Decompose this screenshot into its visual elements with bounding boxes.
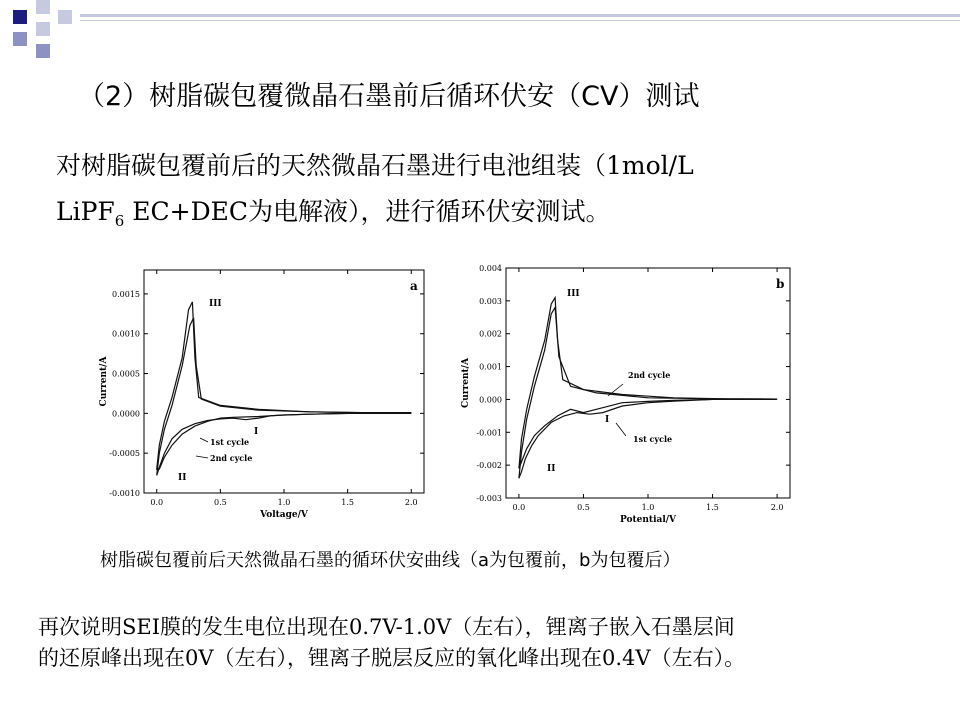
conclusion-line-2: 的还原峰出现在0V（左右），锂离子脱层反应的氧化峰出现在0.4V（左右）。 xyxy=(38,646,746,670)
x-tick-label: 1.0 xyxy=(277,498,291,507)
y-axis-label: Current/A xyxy=(461,358,471,408)
conclusion-paragraph xyxy=(38,612,943,674)
annotation-label: 2nd cycle xyxy=(210,453,253,463)
annotation-label: 1st cycle xyxy=(633,434,673,444)
x-tick-label: 1.0 xyxy=(641,503,655,512)
plot-frame xyxy=(144,270,424,493)
deco-square-mid xyxy=(13,32,27,46)
y-tick-label: 0.003 xyxy=(479,296,502,306)
annotation-pointer xyxy=(196,456,208,458)
deco-square-light xyxy=(36,0,50,14)
y-tick-label: -0.003 xyxy=(476,494,502,503)
y-tick-label: -0.0005 xyxy=(109,449,140,459)
x-tick-label: 2.0 xyxy=(404,498,418,507)
y-tick-label: 0.000 xyxy=(479,395,502,405)
deco-square-dark xyxy=(13,10,27,24)
conclusion-line-1: 再次说明SEI膜的发生电位出现在0.7V-1.0V（左右），锂离子嵌入石墨层间 xyxy=(38,615,735,639)
y-tick-label: -0.0010 xyxy=(109,489,140,498)
x-tick-label: 1.5 xyxy=(341,498,355,507)
annotation-label: 1st cycle xyxy=(210,437,250,447)
y-tick-label: 0.002 xyxy=(479,329,502,339)
x-axis-label: Voltage/V xyxy=(260,510,308,520)
annotation-label: III xyxy=(209,299,222,309)
intro-paragraph xyxy=(56,143,936,244)
x-axis-label: Potential/V xyxy=(619,515,677,525)
x-tick-label: 0.0 xyxy=(150,498,164,507)
cv-chart-b xyxy=(458,258,808,533)
intro-line-1: 对树脂碳包覆前后的天然微晶石墨进行电池组装（1mol/L xyxy=(56,151,694,180)
y-tick-label: 0.001 xyxy=(479,362,502,372)
panel-label: b xyxy=(776,277,785,291)
figure-caption: 树脂碳包覆前后天然微晶石墨的循环伏安曲线（a为包覆前，b为包覆后） xyxy=(100,550,681,571)
y-tick-label: 0.004 xyxy=(479,264,502,273)
header-rule xyxy=(80,14,960,17)
series-line-1 xyxy=(157,318,412,476)
deco-square-light xyxy=(58,10,72,24)
intro-line-2-text: EC+DEC为电解液），进行循环伏安测试。 xyxy=(124,197,611,226)
annotation-label: II xyxy=(178,473,187,483)
annotation-label: I xyxy=(254,427,259,437)
cv-chart-a xyxy=(96,262,436,532)
x-tick-label: 2.0 xyxy=(770,503,784,512)
annotation-pointer xyxy=(616,423,626,436)
y-tick-label: 0.0005 xyxy=(112,369,140,379)
slide-heading: （2）树脂碳包覆微晶石墨前后循环伏安（CV）测试 xyxy=(78,81,700,112)
panel-label: a xyxy=(410,279,418,293)
deco-square-mid xyxy=(36,44,50,58)
y-tick-label: -0.002 xyxy=(476,461,502,471)
y-tick-label: -0.001 xyxy=(476,428,502,438)
y-tick-label: 0.0000 xyxy=(112,409,140,419)
annotation-label: II xyxy=(547,464,556,474)
x-tick-label: 1.5 xyxy=(706,503,719,512)
x-tick-label: 0.5 xyxy=(213,498,227,507)
x-tick-label: 0.0 xyxy=(512,503,526,512)
series-line-2 xyxy=(157,302,412,469)
header-rule-thin xyxy=(80,20,960,21)
intro-formula: LiPF xyxy=(56,197,115,226)
y-axis-label: Current/A xyxy=(99,356,109,407)
corner-decoration xyxy=(0,0,80,60)
intro-line-2 xyxy=(56,189,936,244)
annotation-label: III xyxy=(567,289,580,299)
annotation-pointer xyxy=(200,438,208,442)
annotation-label: 2nd cycle xyxy=(628,370,671,380)
annotation-label: I xyxy=(605,415,610,425)
intro-formula-subscript: 6 xyxy=(114,212,125,230)
x-tick-label: 0.5 xyxy=(577,503,590,512)
deco-square-light xyxy=(36,22,50,36)
y-tick-label: 0.0015 xyxy=(112,289,140,299)
y-tick-label: 0.0010 xyxy=(112,329,140,339)
